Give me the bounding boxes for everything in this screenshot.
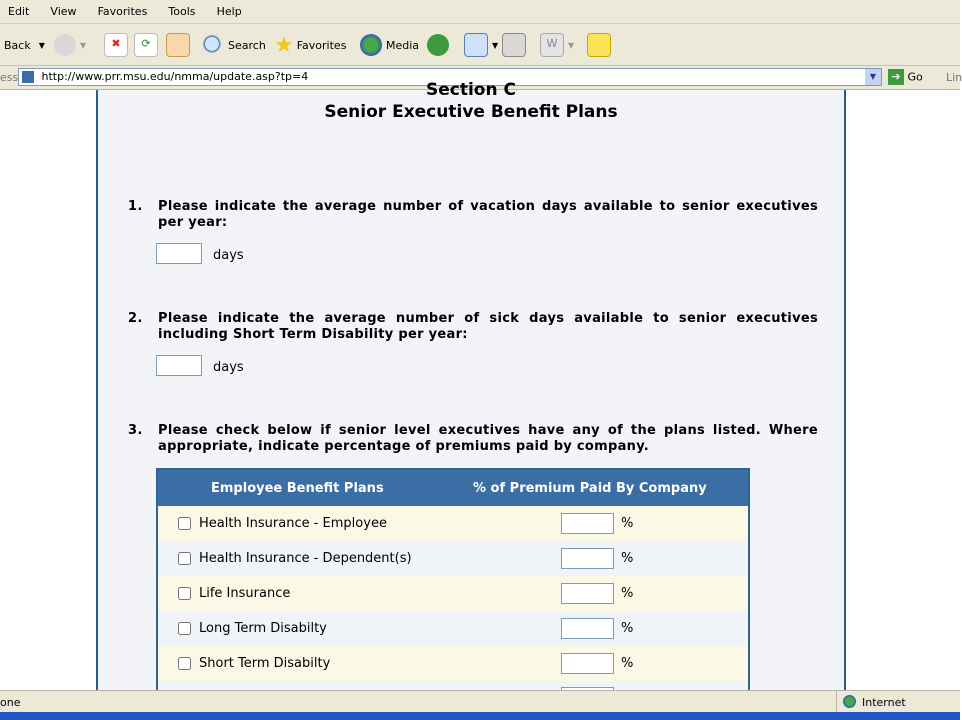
toolbar — [0, 24, 960, 66]
media-icon — [360, 34, 382, 56]
percent-sign: % — [621, 586, 634, 601]
page-title: Senior Executive Benefit Plans — [324, 102, 618, 122]
page-icon — [22, 71, 34, 83]
zone-label: Internet — [862, 696, 906, 709]
question-text: Please indicate the average number of vacation days available to senior executives per year: — [158, 199, 818, 230]
table-header — [158, 470, 748, 506]
sick-days-input[interactable] — [156, 355, 202, 376]
table-row — [158, 506, 748, 541]
address-dropdown-icon[interactable]: ▼ — [865, 69, 881, 85]
chevron-down-icon[interactable]: ▼ — [568, 40, 575, 50]
refresh-button[interactable] — [134, 30, 162, 60]
back-label: Back — [4, 38, 31, 52]
menu-bar — [0, 0, 960, 24]
history-icon — [427, 34, 449, 56]
unit-label: days — [213, 360, 244, 375]
column-header-plans: Employee Benefit Plans — [211, 481, 384, 496]
home-button[interactable] — [166, 30, 194, 60]
go-arrow-icon: ➔ — [888, 69, 904, 85]
mail-icon — [464, 33, 488, 57]
menu-edit[interactable]: Edit — [8, 5, 30, 18]
plan-label: Short Term Disabilty — [199, 656, 331, 671]
plan-checkbox[interactable] — [178, 517, 191, 530]
media-label: Media — [386, 38, 420, 52]
chevron-down-icon[interactable]: ▼ — [492, 40, 499, 50]
premium-percent-input[interactable] — [561, 618, 614, 639]
media-button[interactable] — [360, 30, 419, 60]
question-number: 3. — [128, 423, 143, 438]
note-icon — [587, 33, 611, 57]
premium-percent-input[interactable] — [561, 513, 614, 534]
percent-sign: % — [621, 551, 634, 566]
star-icon: ★ — [274, 32, 294, 58]
print-button[interactable] — [502, 30, 530, 60]
search-icon — [202, 34, 224, 56]
unit-label: days — [213, 248, 244, 263]
mail-button[interactable] — [464, 30, 498, 60]
plan-checkbox[interactable] — [178, 622, 191, 635]
plan-label: Health Insurance - Dependent(s) — [199, 551, 412, 566]
links-label[interactable]: Lin — [946, 71, 962, 84]
discuss-button[interactable] — [587, 30, 615, 60]
printer-icon — [502, 33, 526, 57]
plan-label: Long Term Disabilty — [199, 621, 327, 636]
question-number: 2. — [128, 311, 143, 326]
status-divider — [836, 691, 837, 713]
stop-icon: ✖ — [104, 33, 128, 57]
taskbar — [0, 712, 960, 720]
menu-favorites[interactable]: Favorites — [97, 5, 148, 18]
status-bar — [0, 690, 960, 712]
premium-percent-input[interactable] — [561, 548, 614, 569]
plan-checkbox[interactable] — [178, 552, 191, 565]
forward-button[interactable] — [54, 30, 86, 60]
column-header-premium: % of Premium Paid By Company — [473, 481, 707, 496]
history-button[interactable] — [427, 30, 453, 60]
percent-sign: % — [621, 656, 634, 671]
chevron-down-icon[interactable]: ▼ — [38, 40, 45, 50]
plan-label: Health Insurance - Employee — [199, 516, 387, 531]
benefit-plans-table — [156, 468, 750, 716]
percent-sign: % — [621, 516, 634, 531]
menu-help[interactable]: Help — [216, 5, 242, 18]
chevron-down-icon[interactable]: ▼ — [80, 40, 87, 50]
edit-button[interactable] — [540, 30, 574, 60]
section-heading: Section C — [426, 80, 516, 100]
refresh-icon: ⟳ — [134, 33, 158, 57]
address-url: http://www.prr.msu.edu/nmma/update.asp?tp=4 — [41, 70, 309, 83]
table-row — [158, 646, 748, 681]
favorites-label: Favorites — [296, 38, 347, 52]
globe-icon — [843, 695, 856, 708]
home-icon — [166, 33, 190, 57]
menu-view[interactable]: View — [50, 5, 77, 18]
table-row — [158, 611, 748, 646]
status-text: one — [0, 696, 21, 709]
plan-label: Life Insurance — [199, 586, 291, 601]
word-icon: W — [540, 33, 564, 57]
vacation-days-input[interactable] — [156, 243, 202, 264]
survey-panel — [96, 80, 846, 690]
premium-percent-input[interactable] — [561, 583, 614, 604]
address-label: ess — [0, 71, 19, 84]
plan-checkbox[interactable] — [178, 657, 191, 670]
search-label: Search — [228, 38, 266, 52]
question-text: Please indicate the average number of sick days available to senior executives including Short Term Disability per year: — [158, 311, 818, 342]
back-button[interactable] — [4, 30, 45, 60]
table-row — [158, 541, 748, 576]
go-button[interactable] — [888, 69, 923, 85]
table-row — [158, 576, 748, 611]
favorites-button[interactable] — [274, 30, 346, 60]
question-text: Please check below if senior level executives have any of the plans listed. Where appropriate, indicate percentage of premiums paid by company. — [158, 423, 818, 454]
search-button[interactable] — [202, 30, 266, 60]
menu-tools[interactable]: Tools — [168, 5, 196, 18]
plan-checkbox[interactable] — [178, 587, 191, 600]
premium-percent-input[interactable] — [561, 653, 614, 674]
stop-button[interactable] — [104, 30, 132, 60]
percent-sign: % — [621, 621, 634, 636]
forward-arrow-icon — [54, 34, 76, 56]
go-label: Go — [907, 70, 923, 84]
page-content — [0, 80, 960, 690]
question-number: 1. — [128, 199, 143, 214]
